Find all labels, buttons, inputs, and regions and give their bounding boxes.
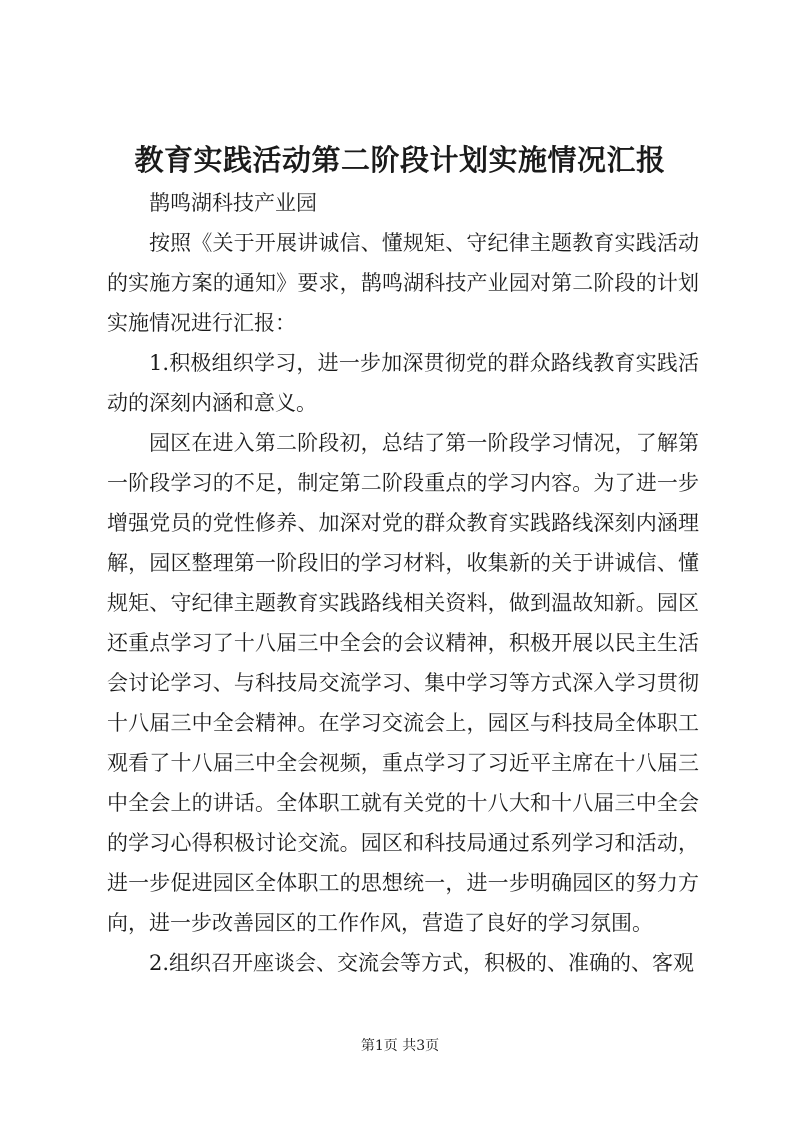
section-2-heading: 2.组织召开座谈会、交流会等方式，积极的、准确的、客观	[149, 951, 695, 975]
page-number-footer: 第1页 共3页	[360, 1038, 440, 1054]
section-1-body: 园区在进入第二阶段初，总结了第一阶段学习情况，了解第一阶段学习的不足，制定第二阶段重点的学习内容。为了进一步增强党员的党性修养、加深对党的群众教育实践路线深刻内涵理解，园区整理第一阶段旧的学习材料，收集新的关于讲诚信、懂规矩、守纪律主题教育实践路线相关资料，做到温故知新。园区还重点学习了十八届三中全会的会议精神，积极开展以民主生活会讨论学习、与科技局交流学习、集中学习等方式深入学习贯彻十八届三中全会精神。在学习交流会上，园区与科技局全体职工观看了十八届三中全会视频，重点学习了习近平主席在十八届三中全会上的讲话。全体职工就有关党的十八大和十八届三中全会的学习心得积极讨论交流。园区和科技局通过系列学习和活动，进一步促进园区全体职工的思想统一，进一步明确园区的努力方向，进一步改善园区的工作作风，营造了良好的学习氛围。	[107, 431, 699, 935]
document-title: 教育实践活动第二阶段计划实施情况汇报	[134, 143, 666, 177]
intro-paragraph: 按照《关于开展讲诚信、懂规矩、守纪律主题教育实践活动的实施方案的通知》要求，鹊鸣湖科技产业园对第二阶段的计划实施情况进行汇报：	[107, 231, 699, 335]
document-body	[107, 183, 699, 983]
section-1-heading: 1.积极组织学习，进一步加深贯彻党的群众路线教育实践活动的深刻内涵和意义。	[107, 351, 699, 415]
author-line: 鹊鸣湖科技产业园	[149, 191, 317, 215]
